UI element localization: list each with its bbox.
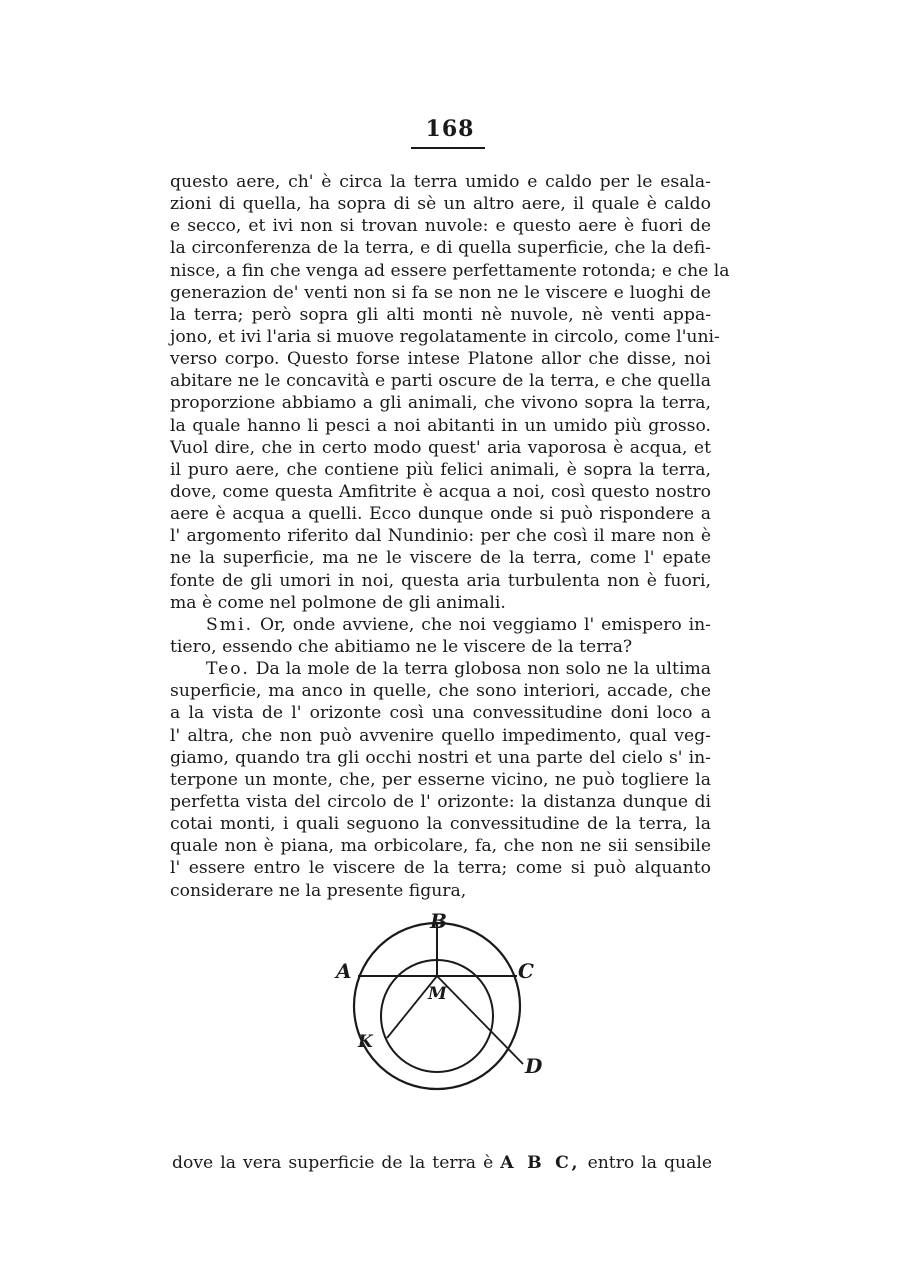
text-line: questo aere, ch' è circa la terra umido e caldo per le esala- [170,172,711,192]
text-line: l' altra, che non può avvenire quello impedimento, qual veg- [170,725,711,746]
text-line: jono, et ivi l'aria si muove regolatamente in circolo, come l'uni- [170,326,720,347]
speaker-smi: Smi. [206,614,254,635]
bottom-letters-abc: A B C, [500,1153,581,1173]
label-a: A [336,959,352,983]
earth-figure-svg [320,910,560,1090]
page-number: 168 [425,116,475,142]
text-line: verso corpo. Questo forse intese Platone allor che disse, noi [170,349,711,370]
text-line: quale non è piana, ma orbicolare, fa, che non ne sii sensibile [170,836,711,857]
teo-text: Da la mole de la terra globosa non solo ne la ultima [255,659,712,680]
text-line: nisce, a fin che venga ad essere perfettamente rotonda; e che la [170,260,730,281]
text-line: la quale hanno li pesci a noi abitanti in un umido più grosso. [170,415,711,436]
text-line: tiero, essendo che abitiamo ne le viscere de la terra? [170,636,633,657]
text-line: fonte de gli umori in noi, questa aria turbulenta non è fuori, [170,570,711,591]
bottom-text-after: entro la quale [587,1153,713,1173]
text-line: abitare ne le concavità e parti oscure de la terra, e che quella [170,371,711,392]
text-line: ma è come nel polmone de gli animali. [170,592,506,613]
label-m: M [428,984,447,1004]
text-line: l' essere entro le viscere de la terra; come si può alquanto [170,858,711,879]
text-line: generazion de' venti non si fa se non ne le viscere e luoghi de [170,282,711,303]
teo-line [170,658,711,680]
bottom-text-before: dove la vera superficie de la terra è [172,1153,494,1173]
speaker-teo: Teo. [206,659,250,680]
text-line: Vuol dire, che in certo modo quest' aria vaporosa è acqua, et [170,437,711,458]
text-line: dove, come questa Amfitrite è acqua a noi, così questo nostro [170,481,711,502]
smi-line [170,614,711,636]
body-text [170,171,730,902]
text-line: l' argomento riferito dal Nundinio: per che così il mare non è [170,526,711,547]
earth-figure [320,910,560,1090]
text-line: perfetta vista del circolo de l' orizonte: la distanza dunque di [170,791,711,812]
label-c: C [518,959,534,983]
bottom-line [172,1152,712,1174]
label-d: D [525,1054,543,1078]
text-line: a la vista de l' orizonte così una convessitudine doni loco a [170,703,711,724]
text-line: terpone un monte, che, per esserne vicino, ne può togliere la [170,769,711,790]
text-line: zioni di quella, ha sopra di sè un altro aere, il quale è caldo [170,194,711,215]
smi-text: Or, onde avviene, che noi veggiamo l' emispero in- [259,614,711,635]
text-line: considerare ne la presente figura, [170,880,467,901]
text-line: superficie, ma anco in quelle, che sono interiori, accade, che [170,681,711,702]
label-k: K [358,1032,373,1052]
text-line: cotai monti, i quali seguono la convessitudine de la terra, la [170,814,711,835]
label-b: B [430,909,447,933]
text-line: giamo, quando tra gli occhi nostri et una parte del cielo s' in- [170,747,711,768]
text-line: proporzione abbiamo a gli animali, che vivono sopra la terra, [170,393,711,414]
text-line: la circonferenza de la terra, e di quella superficie, che la defi- [170,238,711,259]
text-line: aere è acqua a quelli. Ecco dunque onde si può rispondere a [170,504,711,525]
text-line: e secco, et ivi non si trovan nuvole: e questo aere è fuori de [170,216,711,237]
text-line: il puro aere, che contiene più felici animali, è sopra la terra, [170,459,711,480]
text-line: ne la superficie, ma ne le viscere de la terra, come l' epate [170,548,711,569]
page-number-rule [411,147,485,149]
text-line: la terra; però sopra gli alti monti nè nuvole, nè venti appa- [170,304,711,325]
